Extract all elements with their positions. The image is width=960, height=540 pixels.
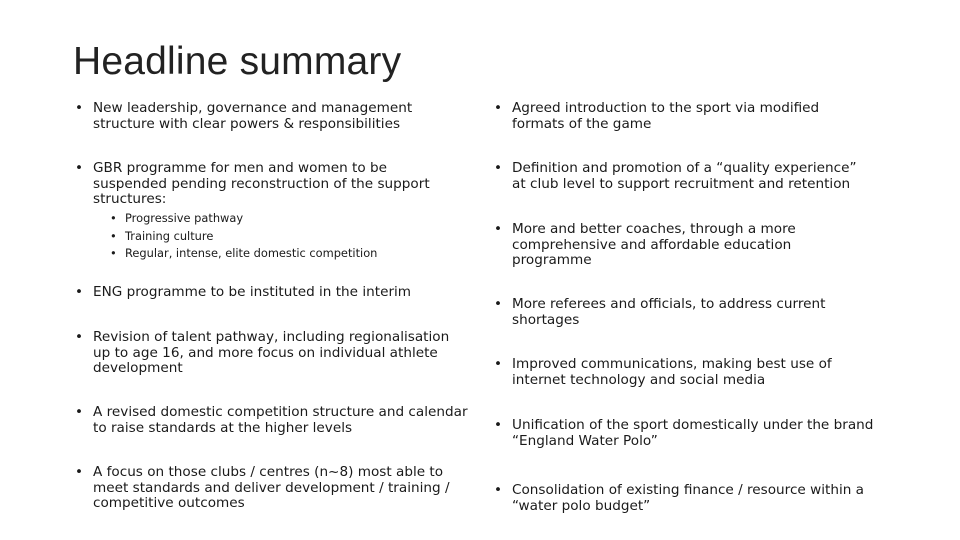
right-bullet-introduction [494,101,864,132]
bullet-icon: • [494,482,503,498]
bullet-icon: • [75,404,84,420]
left-bullet-clubs-focus [75,465,470,512]
sub-bullet-domestic-competition [110,245,440,263]
bullet-icon: • [494,221,503,237]
bullet-text: Improved communications, making best use of internet technology and social media [512,356,832,388]
bullet-text: A focus on those clubs / centres (n~8) most able to meet standards and deliver development / training / competitive outcomes [93,464,450,511]
left-bullet-competition-structure [75,405,470,436]
bullet-icon: • [494,356,503,372]
bullet-text: Unification of the sport domestically under the brand “England Water Polo” [512,417,874,449]
left-bullet-eng-programme [75,285,470,301]
sub-bullet-icon: • [110,228,117,243]
sub-bullet-text: Progressive pathway [125,211,244,225]
bullet-icon: • [494,100,503,116]
right-bullet-coaches [494,222,834,269]
left-bullet-gbr-programme [75,161,460,208]
bullet-text: Definition and promotion of a “quality experience” at club level to support recruitment and retention [512,160,857,192]
bullet-text: GBR programme for men and women to be suspended pending reconstruction of the support structures: [93,160,430,207]
bullet-text: More and better coaches, through a more comprehensive and affordable education programme [512,221,796,268]
bullet-icon: • [75,160,84,176]
bullet-text: ENG programme to be instituted in the interim [93,284,412,300]
sub-bullet-progressive-pathway [110,210,440,228]
bullet-icon: • [75,329,84,345]
right-bullet-quality-experience [494,161,874,192]
bullet-text: A revised domestic competition structure and calendar to raise standards at the higher levels [93,404,468,436]
left-bullet-talent-pathway [75,330,455,377]
bullet-text: Agreed introduction to the sport via modified formats of the game [512,100,820,132]
bullet-icon: • [75,100,84,116]
right-bullet-consolidation [494,483,874,514]
sub-bullet-text: Regular, intense, elite domestic competition [125,246,378,260]
right-bullet-communications [494,357,874,388]
right-bullet-referees [494,297,874,328]
bullet-icon: • [75,284,84,300]
sub-bullet-training-culture [110,228,440,246]
bullet-icon: • [494,417,503,433]
sub-bullet-icon: • [110,246,117,260]
left-bullet-leadership [75,101,470,132]
sub-bullet-icon: • [110,211,117,225]
bullet-text: More referees and officials, to address current shortages [512,296,826,328]
bullet-text: Revision of talent pathway, including regionalisation up to age 16, and more focus on individual athlete development [93,329,450,376]
bullet-text: New leadership, governance and management structure with clear powers & responsibilities [93,100,413,132]
bullet-icon: • [494,160,503,176]
bullet-icon: • [494,296,503,312]
page-title: Headline summary [73,40,402,83]
sub-bullet-text: Training culture [125,228,214,243]
bullet-text: Consolidation of existing finance / resource within a “water polo budget” [512,482,865,514]
right-bullet-unification [494,418,874,449]
bullet-icon: • [75,464,84,480]
